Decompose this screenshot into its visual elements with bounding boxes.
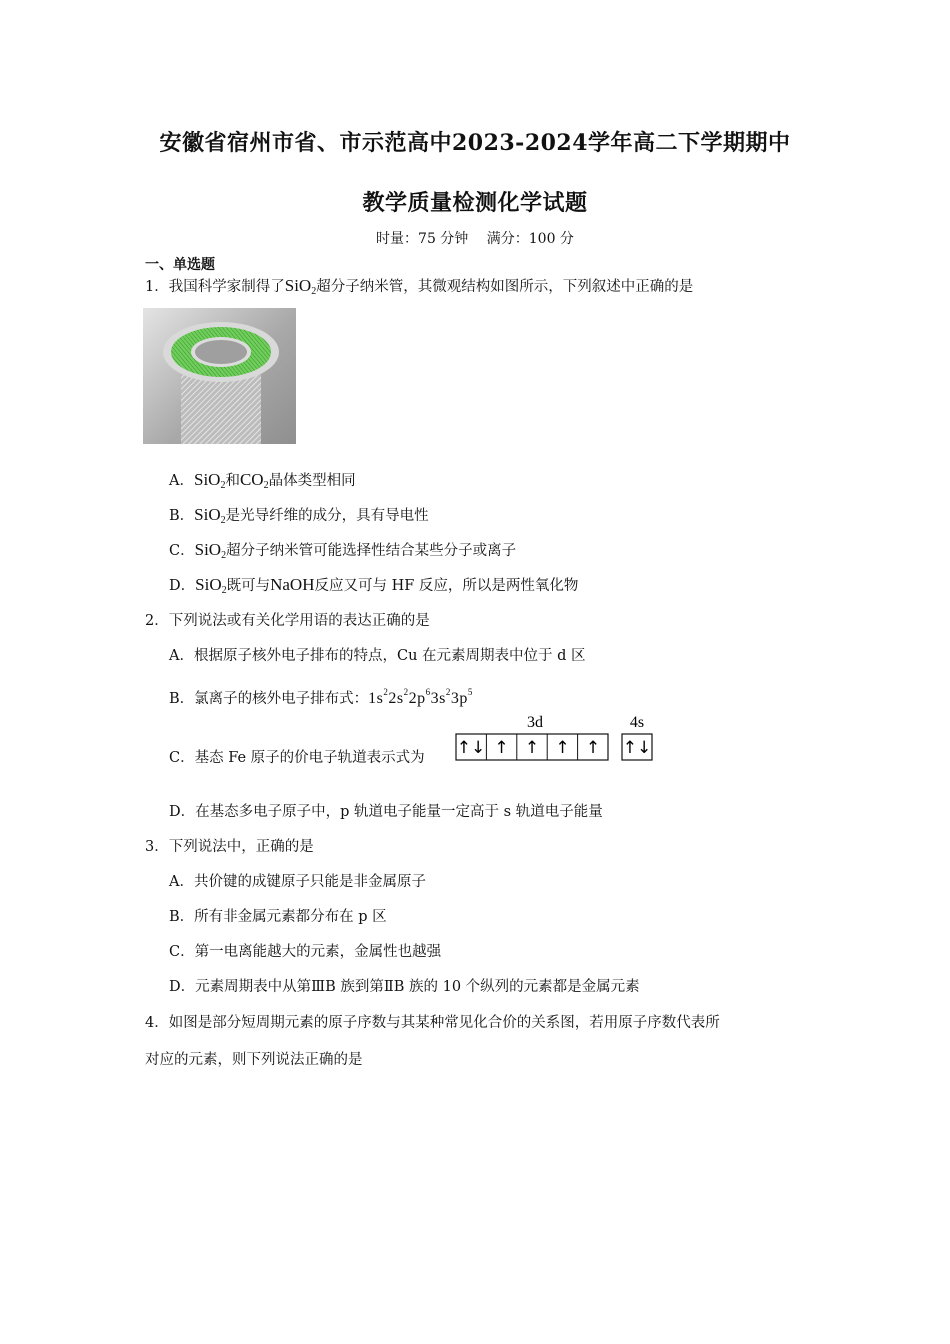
orbital-3d-3: ↑	[524, 738, 540, 758]
q2-option-b[interactable]: B．氯离子的核外电子排布式：$1s^22s^22p^63s^23p^5$	[169, 687, 473, 707]
orbital-label-4s: 4s	[629, 714, 645, 731]
question-text: 如图是部分短周期元素的原子序数与其某种常见化合价的关系图，若用原子序数代表所	[168, 1015, 720, 1031]
q1-option-d[interactable]: D．SiO$_2$既可与NaOH反应又可与 HF 反应，所以是两性氧化物	[169, 575, 579, 596]
question-number: 4．	[145, 1015, 169, 1031]
question-1	[145, 276, 693, 302]
q1-option-b[interactable]: B．SiO$_2$是光导纤维的成分，具有导电性	[169, 505, 429, 526]
formula: SiO$_2$	[284, 276, 317, 297]
exam-score: 满分：100 分	[486, 231, 574, 247]
exam-title-line1: 安徽省宿州市省、市示范高中2023-2024学年高二下学期期中	[159, 130, 791, 156]
question-text: 超分子纳米管，其微观结构如图所示，下列叙述中正确的是	[316, 279, 694, 295]
nanotube-illustration	[143, 308, 296, 444]
question-text: 下列说法或有关化学用语的表达正确的是	[168, 613, 430, 629]
question-text: 下列说法中，正确的是	[168, 839, 314, 855]
electron-configuration: $1s^22s^22p^63s^23p^5$	[368, 687, 473, 707]
orbital-3d-1: ↑↓	[456, 738, 486, 758]
q3-option-d[interactable]: D．元素周期表中从第ⅢB 族到第ⅡB 族的 10 个纵列的元素都是金属元素	[169, 979, 640, 995]
q1-option-a[interactable]: A．SiO$_2$和$CO_2$晶体类型相同	[169, 470, 356, 491]
question-number: 1．	[145, 279, 169, 295]
orbital-diagram	[454, 713, 664, 773]
orbital-3d-2: ↑	[494, 738, 509, 758]
exam-meta	[0, 228, 950, 248]
q3-option-c[interactable]: C．第一电离能越大的元素，金属性也越强	[169, 944, 442, 960]
q2-option-a[interactable]: A．根据原子核外电子排布的特点，Cu 在元素周期表中位于 d 区	[169, 648, 586, 664]
exam-time: 时量：75 分钟	[376, 231, 469, 247]
q2-option-d[interactable]: D．在基态多电子原子中，p 轨道电子能量一定高于 s 轨道电子能量	[169, 804, 603, 820]
question-text: 我国科学家制得了	[168, 279, 285, 295]
question-4	[145, 1013, 720, 1033]
q3-option-a[interactable]: A．共价键的成键原子只能是非金属原子	[169, 874, 426, 890]
orbital-3d-4: ↑	[555, 738, 570, 758]
q2-option-c[interactable]: C．基态 Fe 原子的价电子轨道表示式为	[169, 750, 425, 766]
orbital-3d-5: ↑	[585, 738, 601, 758]
orbital-label-3d: 3d	[527, 714, 543, 731]
sio2-nanotube-image	[143, 308, 296, 444]
q1-option-c[interactable]: C．SiO$_2$超分子纳米管可能选择性结合某些分子或离子	[169, 540, 517, 561]
question-number: 3．	[145, 839, 169, 855]
question-number: 2．	[145, 613, 169, 629]
question-3	[145, 837, 314, 857]
question-2	[145, 611, 430, 631]
orbital-4s-1: ↑↓	[622, 738, 652, 758]
q3-option-b[interactable]: B．所有非金属元素都分布在 p 区	[169, 909, 387, 925]
question-4-continued: 对应的元素，则下列说法正确的是	[145, 1052, 363, 1068]
section-heading: 一、单选题	[145, 257, 215, 273]
exam-title-line2: 教学质量检测化学试题	[362, 190, 588, 216]
